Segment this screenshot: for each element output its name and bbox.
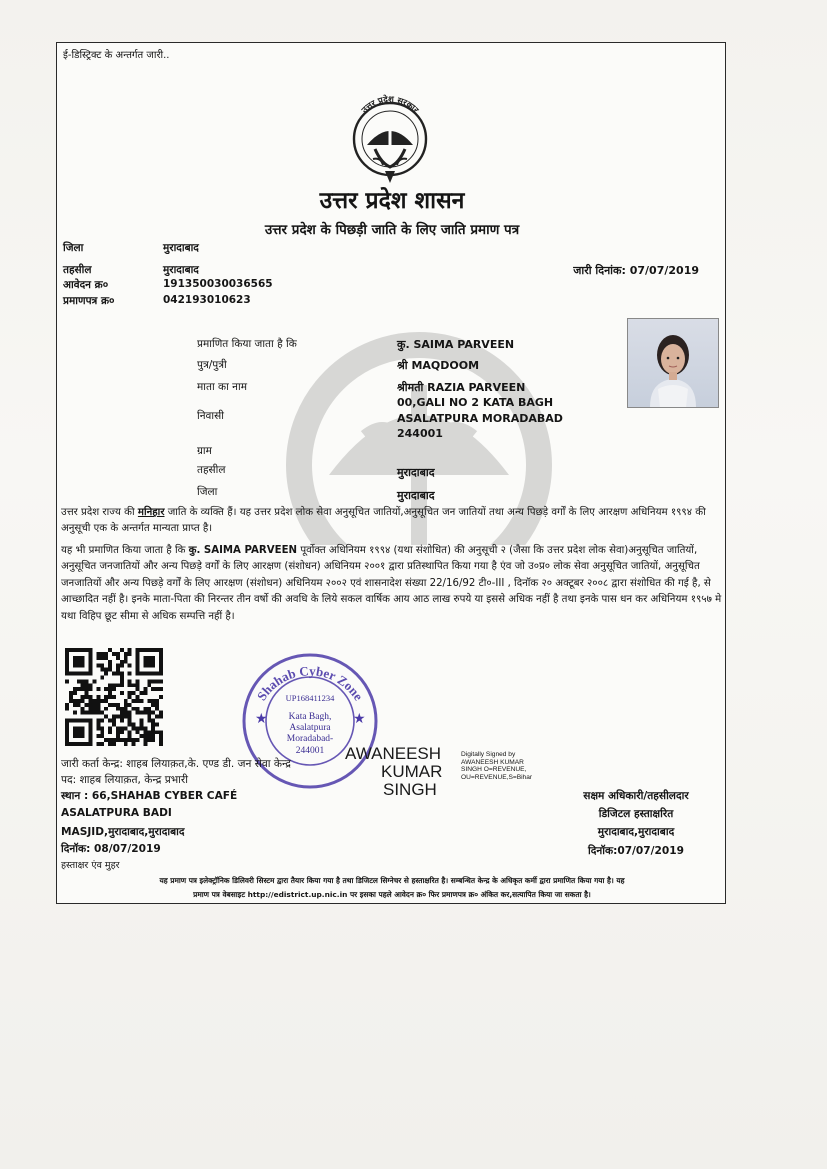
issue-date-label: जारी दिनांक:: [573, 264, 626, 277]
address-line-2: ASALATPURA MORADABAD: [397, 412, 563, 425]
certificate-no-label: प्रमाणपत्र क्र०: [63, 295, 115, 307]
resident-label: निवासी: [197, 410, 224, 422]
exclusion-paragraph: [61, 543, 723, 625]
caste-name: मनिहार: [137, 507, 165, 518]
authority-signed: डिजिटल हस्ताक्षरित: [598, 808, 674, 820]
qr-code-icon: [65, 647, 163, 747]
digi-line-2: AWANEESH KUMAR: [461, 758, 524, 766]
digital-signature-details: [461, 751, 551, 781]
issuer-place-line-2: ASALATPURA BADI: [61, 807, 172, 819]
svg-text:Asalatpura: Asalatpura: [289, 723, 331, 733]
svg-text:★: ★: [353, 711, 366, 727]
certify-label: प्रमाणित किया जाता है कि: [197, 338, 297, 350]
issuer-designation: पद: शाहब लियाक़त, केन्द्र प्रभारी: [61, 774, 188, 786]
issuing-centre: जारी कर्ता केन्द्र: शाहब लियाक़त,के. एण्ड डी. जन सेवा केन्द्र: [61, 758, 291, 770]
svg-text:Shahab Cyber Zone: Shahab Cyber Zone: [253, 663, 367, 704]
caste-paragraph: [61, 505, 723, 538]
application-no-value: 191350030036565: [163, 278, 273, 290]
issuer-place-line-1: स्थान : 66,SHAHAB CYBER CAFÉ: [61, 790, 238, 802]
applicant-photo: [627, 318, 719, 408]
person-photo-icon: [628, 319, 718, 407]
svg-text:Kata Bagh,: Kata Bagh,: [288, 712, 332, 722]
mother-label: माता का नाम: [197, 381, 247, 393]
mother-name: श्रीमती RAZIA PARVEEN: [397, 381, 526, 394]
top-note: ई-डिस्ट्रिक्ट के अन्तर्गत जारी..: [63, 50, 170, 61]
meta-district-label: जिला: [63, 242, 84, 254]
digi-line-4: OU=REVENUE,S=Bihar: [461, 773, 533, 781]
exclusion-paragraph-start: यह भी प्रमाणित किया जाता है कि: [61, 545, 189, 556]
issuer-date: दिनॉक: 08/07/2019: [61, 843, 161, 855]
issue-date-value: 07/07/2019: [629, 264, 699, 277]
svg-text:UP168411234: UP168411234: [285, 693, 335, 703]
detail-tehsil-label: तहसील: [197, 464, 226, 476]
digi-line-3: SINGH O=REVENUE,: [461, 766, 527, 774]
applicant-name: कु. SAIMA PARVEEN: [397, 338, 515, 351]
detail-district-label: जिला: [197, 486, 218, 498]
svg-text:244001: 244001: [295, 746, 325, 756]
authority-title: सक्षम अधिकारी/तहसीलदार: [583, 790, 689, 802]
caste-paragraph-start: उत्तर प्रदेश राज्य की: [61, 507, 138, 518]
father-name: श्री MAQDOOM: [397, 359, 480, 372]
signer-name-line-2: KUMAR: [381, 762, 443, 781]
svg-text:★: ★: [255, 711, 268, 727]
certificate: [56, 42, 726, 904]
village-label: ग्राम: [197, 445, 212, 457]
exclusion-applicant-name: कु. SAIMA PARVEEN: [188, 545, 298, 556]
footer-line-1: यह प्रमाण पत्र इलेक्ट्रॉनिक डिलिवरी सिस्टम द्वारा तैयार किया गया है तथा डिजिटल सिग्नेचर से हस्ताक्षरित है। सम्बन्धित केन्द्र के अधिकृत कर्मी द्वारा प्रमाणित किया गया है। यह: [159, 876, 625, 885]
authority-place: मुरादाबाद,मुरादाबाद: [597, 826, 675, 838]
detail-district-value: मुरादाबाद: [397, 489, 435, 502]
meta-tehsil-label: तहसील: [63, 264, 92, 276]
document-title: उत्तर प्रदेश शासन: [319, 188, 465, 214]
detail-tehsil-value: मुरादाबाद: [397, 466, 435, 479]
signature-seal-note: हस्ताक्षर एंव मुहर: [61, 860, 120, 871]
address-line-1: 00,GALI NO 2 KATA BAGH: [397, 396, 554, 409]
child-of-label: पुत्र/पुत्री: [197, 359, 227, 371]
certificate-no-value: 042193010623: [163, 294, 251, 306]
meta-tehsil-value: मुरादाबाद: [163, 264, 199, 276]
exclusion-paragraph-end: पूर्वोक्त अधिनियम १९९४ (यथा संशोधित) की अनुसूची २ (जैसा कि उत्तर प्रदेश लोक सेवा)अनुसूचित जातियों, अनुसूचित जनजातियों और अन्य पिछड़े वर्गों के लिए आरक्षण (संशोधन) अधिनियम २००१ द्वारा प्रतिस्थापित किया गया है एंव जो उ०प्र० लोक सेवा अनुसूचित जातियों, अनुसूचित जनजातियों और अन्य पिछड़े वर्गों के लिए आरक्षण (संशोधन) अधिनियम २००२ एवं शासनादेश संख्या 22/16/92 टी०-III , दिनॉक २० अक्टूबर २००८ द्वारा संशोधित की गई है, से आच्छादित नहीं है। इनके माता-पिता की निरन्तर तीन वर्षो की अवधि के लिये सकल वार्षिक आय आठ लाख रुपये या इससे अधिक नहीं है तथा इनके पास धन कर अधिनियम १९५७ मे यथा विहिप छूट सीमा से अधिक सम्पत्ति नहीं है।: [61, 545, 722, 622]
issuer-place-line-3: MASJID,मुरादाबाद,मुरादाबाद: [61, 826, 185, 838]
signer-name-line-1: AWANEESH: [345, 744, 442, 763]
address-line-3: 244001: [397, 427, 443, 440]
footer-line-2: प्रमाण पत्र वेबसाइट http://edistrict.up.nic.in पर इसका पहले आवेदन क्र० फिर प्रमाणपत्र क्र० अंकित कर,सत्यापित किया जा सकता है।: [193, 890, 591, 899]
authority-date: दिनॉक:07/07/2019: [587, 845, 685, 857]
digital-signer-name: [345, 745, 442, 799]
svg-text:उत्तर प्रदेश सरकार: उत्तर प्रदेश सरकार: [360, 94, 421, 116]
document-subtitle: उत्तर प्रदेश के पिछड़ी जाति के लिए जाति प्रमाण पत्र: [264, 222, 520, 238]
issue-date: [573, 263, 699, 278]
meta-district-value: मुरादाबाद: [163, 242, 199, 254]
digi-line-1: Digitally Signed by: [461, 751, 516, 758]
application-no-label: आवेदन क्र०: [63, 279, 109, 291]
svg-text:Moradabad-: Moradabad-: [286, 734, 334, 744]
caste-paragraph-end: जाति के व्यक्ति हैं। यह उत्तर प्रदेश लोक सेवा अनुसूचित जातियों,अनुसूचित जन जातियों तथा अन्य पिछड़े वर्गों के लिए आरक्षण अधिनियम १९९४ की अनुसूची एक के अन्तर्गत मान्यता प्राप्त है।: [61, 507, 706, 535]
signer-name-line-3: SINGH: [383, 780, 437, 799]
